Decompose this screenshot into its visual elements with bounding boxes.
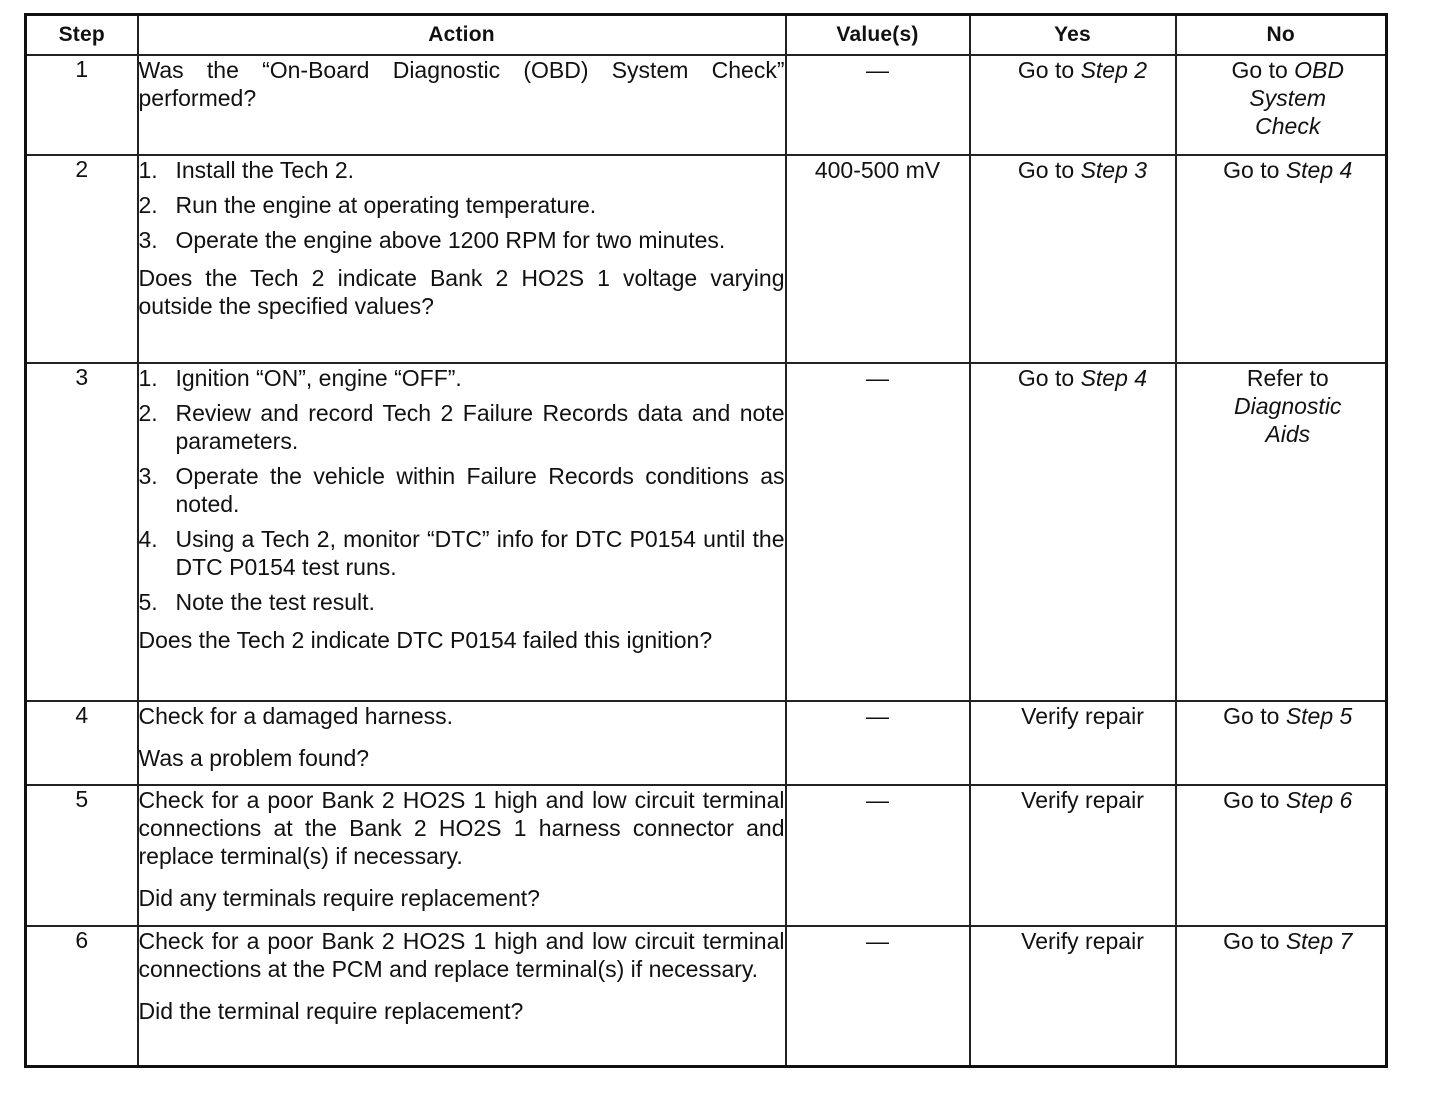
yes-cell bbox=[970, 155, 1176, 363]
list-item: 3. Operate the vehicle within Failure Records conditions as noted. bbox=[138, 463, 785, 517]
value-cell: — bbox=[786, 55, 970, 155]
go-to-text: Go to bbox=[1017, 57, 1075, 83]
table-row-step-1 bbox=[26, 55, 1387, 155]
action-question: Does the Tech 2 indicate DTC P0154 failed this ignition? bbox=[138, 627, 713, 653]
table-row-step-2 bbox=[26, 155, 1387, 363]
reference-link[interactable]: OBD bbox=[1294, 57, 1344, 83]
step-number: 3 bbox=[26, 363, 138, 701]
yes-cell bbox=[970, 363, 1176, 701]
list-item: 2. Review and record Tech 2 Failure Records data and note parameters. bbox=[138, 400, 785, 454]
value-cell: — bbox=[786, 926, 970, 1066]
action-text: Check for a poor Bank 2 HO2S 1 high and low circuit terminal connections at the Bank 2 HO2S 1 harness connector and replace terminal(s) if necessary. bbox=[138, 787, 785, 869]
reference-link-line[interactable]: Aids bbox=[1265, 421, 1311, 447]
no-cell bbox=[1176, 155, 1387, 363]
step-number: 6 bbox=[26, 926, 138, 1066]
reference-link-line[interactable]: System bbox=[1249, 85, 1327, 111]
action-question: Did the terminal require replacement? bbox=[138, 998, 524, 1024]
diagnostic-table bbox=[24, 13, 1388, 1068]
header-yes: Yes bbox=[970, 15, 1176, 56]
no-cell bbox=[1176, 701, 1387, 785]
value-cell: — bbox=[786, 363, 970, 701]
reference-link-line[interactable]: Check bbox=[1255, 113, 1321, 139]
go-to-text: Go to bbox=[1223, 787, 1280, 813]
refer-to-text: Refer to bbox=[1246, 365, 1329, 391]
action-text: Check for a damaged harness. bbox=[138, 703, 454, 729]
go-to-text: Go to bbox=[1231, 57, 1288, 83]
list-item: 5. Note the test result. bbox=[138, 589, 375, 615]
table-row-step-3 bbox=[26, 363, 1387, 701]
yes-cell bbox=[970, 55, 1176, 155]
header-row bbox=[26, 15, 1387, 56]
step-link[interactable]: Step 7 bbox=[1285, 928, 1353, 954]
yes-cell: Verify repair bbox=[970, 701, 1176, 785]
action-steps-list bbox=[139, 364, 785, 616]
header-values: Value(s) bbox=[786, 15, 970, 56]
yes-cell: Verify repair bbox=[970, 926, 1176, 1066]
reference-link[interactable]: Diagnostic bbox=[1234, 393, 1342, 419]
list-item: 4. Using a Tech 2, monitor “DTC” info for DTC P0154 until the DTC P0154 test runs. bbox=[138, 526, 785, 580]
action-cell bbox=[138, 926, 786, 1066]
yes-cell: Verify repair bbox=[970, 785, 1176, 926]
action-question: Did any terminals require replacement? bbox=[138, 885, 540, 911]
list-item: 1. Ignition “ON”, engine “OFF”. bbox=[138, 365, 462, 391]
action-cell bbox=[138, 363, 786, 701]
action-cell bbox=[138, 701, 786, 785]
step-number: 5 bbox=[26, 785, 138, 926]
action-question: Was a problem found? bbox=[138, 745, 370, 771]
go-to-text: Go to bbox=[1017, 157, 1075, 183]
table-row-step-4 bbox=[26, 701, 1387, 785]
value-cell: — bbox=[786, 785, 970, 926]
action-question: Was the “On-Board Diagnostic (OBD) System Check” performed? bbox=[138, 57, 785, 111]
list-item: 2. Run the engine at operating temperature. bbox=[138, 192, 597, 218]
no-cell bbox=[1176, 926, 1387, 1066]
list-item: 1. Install the Tech 2. bbox=[138, 157, 355, 183]
step-link[interactable]: Step 2 bbox=[1080, 57, 1148, 83]
table-row-step-6 bbox=[26, 926, 1387, 1066]
table-row-step-5 bbox=[26, 785, 1387, 926]
no-cell bbox=[1176, 363, 1387, 701]
step-number: 4 bbox=[26, 701, 138, 785]
list-item: 3. Operate the engine above 1200 RPM for two minutes. bbox=[138, 227, 726, 253]
step-link[interactable]: Step 4 bbox=[1080, 365, 1148, 391]
no-cell bbox=[1176, 785, 1387, 926]
value-cell: — bbox=[786, 701, 970, 785]
header-no: No bbox=[1176, 15, 1387, 56]
action-question: Does the Tech 2 indicate Bank 2 HO2S 1 voltage varying outside the specified values? bbox=[138, 265, 785, 319]
action-cell bbox=[138, 55, 786, 155]
step-number: 2 bbox=[26, 155, 138, 363]
no-cell bbox=[1176, 55, 1387, 155]
action-text: Check for a poor Bank 2 HO2S 1 high and low circuit terminal connections at the PCM and replace terminal(s) if necessary. bbox=[138, 928, 785, 982]
step-link[interactable]: Step 5 bbox=[1285, 703, 1353, 729]
step-link[interactable]: Step 4 bbox=[1285, 157, 1353, 183]
go-to-text: Go to bbox=[1223, 157, 1280, 183]
header-step: Step bbox=[26, 15, 138, 56]
header-action: Action bbox=[138, 15, 786, 56]
action-cell bbox=[138, 785, 786, 926]
action-cell bbox=[138, 155, 786, 363]
action-steps-list bbox=[139, 156, 785, 254]
step-link[interactable]: Step 3 bbox=[1080, 157, 1148, 183]
step-number: 1 bbox=[26, 55, 138, 155]
value-cell: 400-500 mV bbox=[786, 155, 970, 363]
go-to-text: Go to bbox=[1223, 928, 1280, 954]
go-to-text: Go to bbox=[1017, 365, 1075, 391]
go-to-text: Go to bbox=[1223, 703, 1280, 729]
step-link[interactable]: Step 6 bbox=[1285, 787, 1353, 813]
